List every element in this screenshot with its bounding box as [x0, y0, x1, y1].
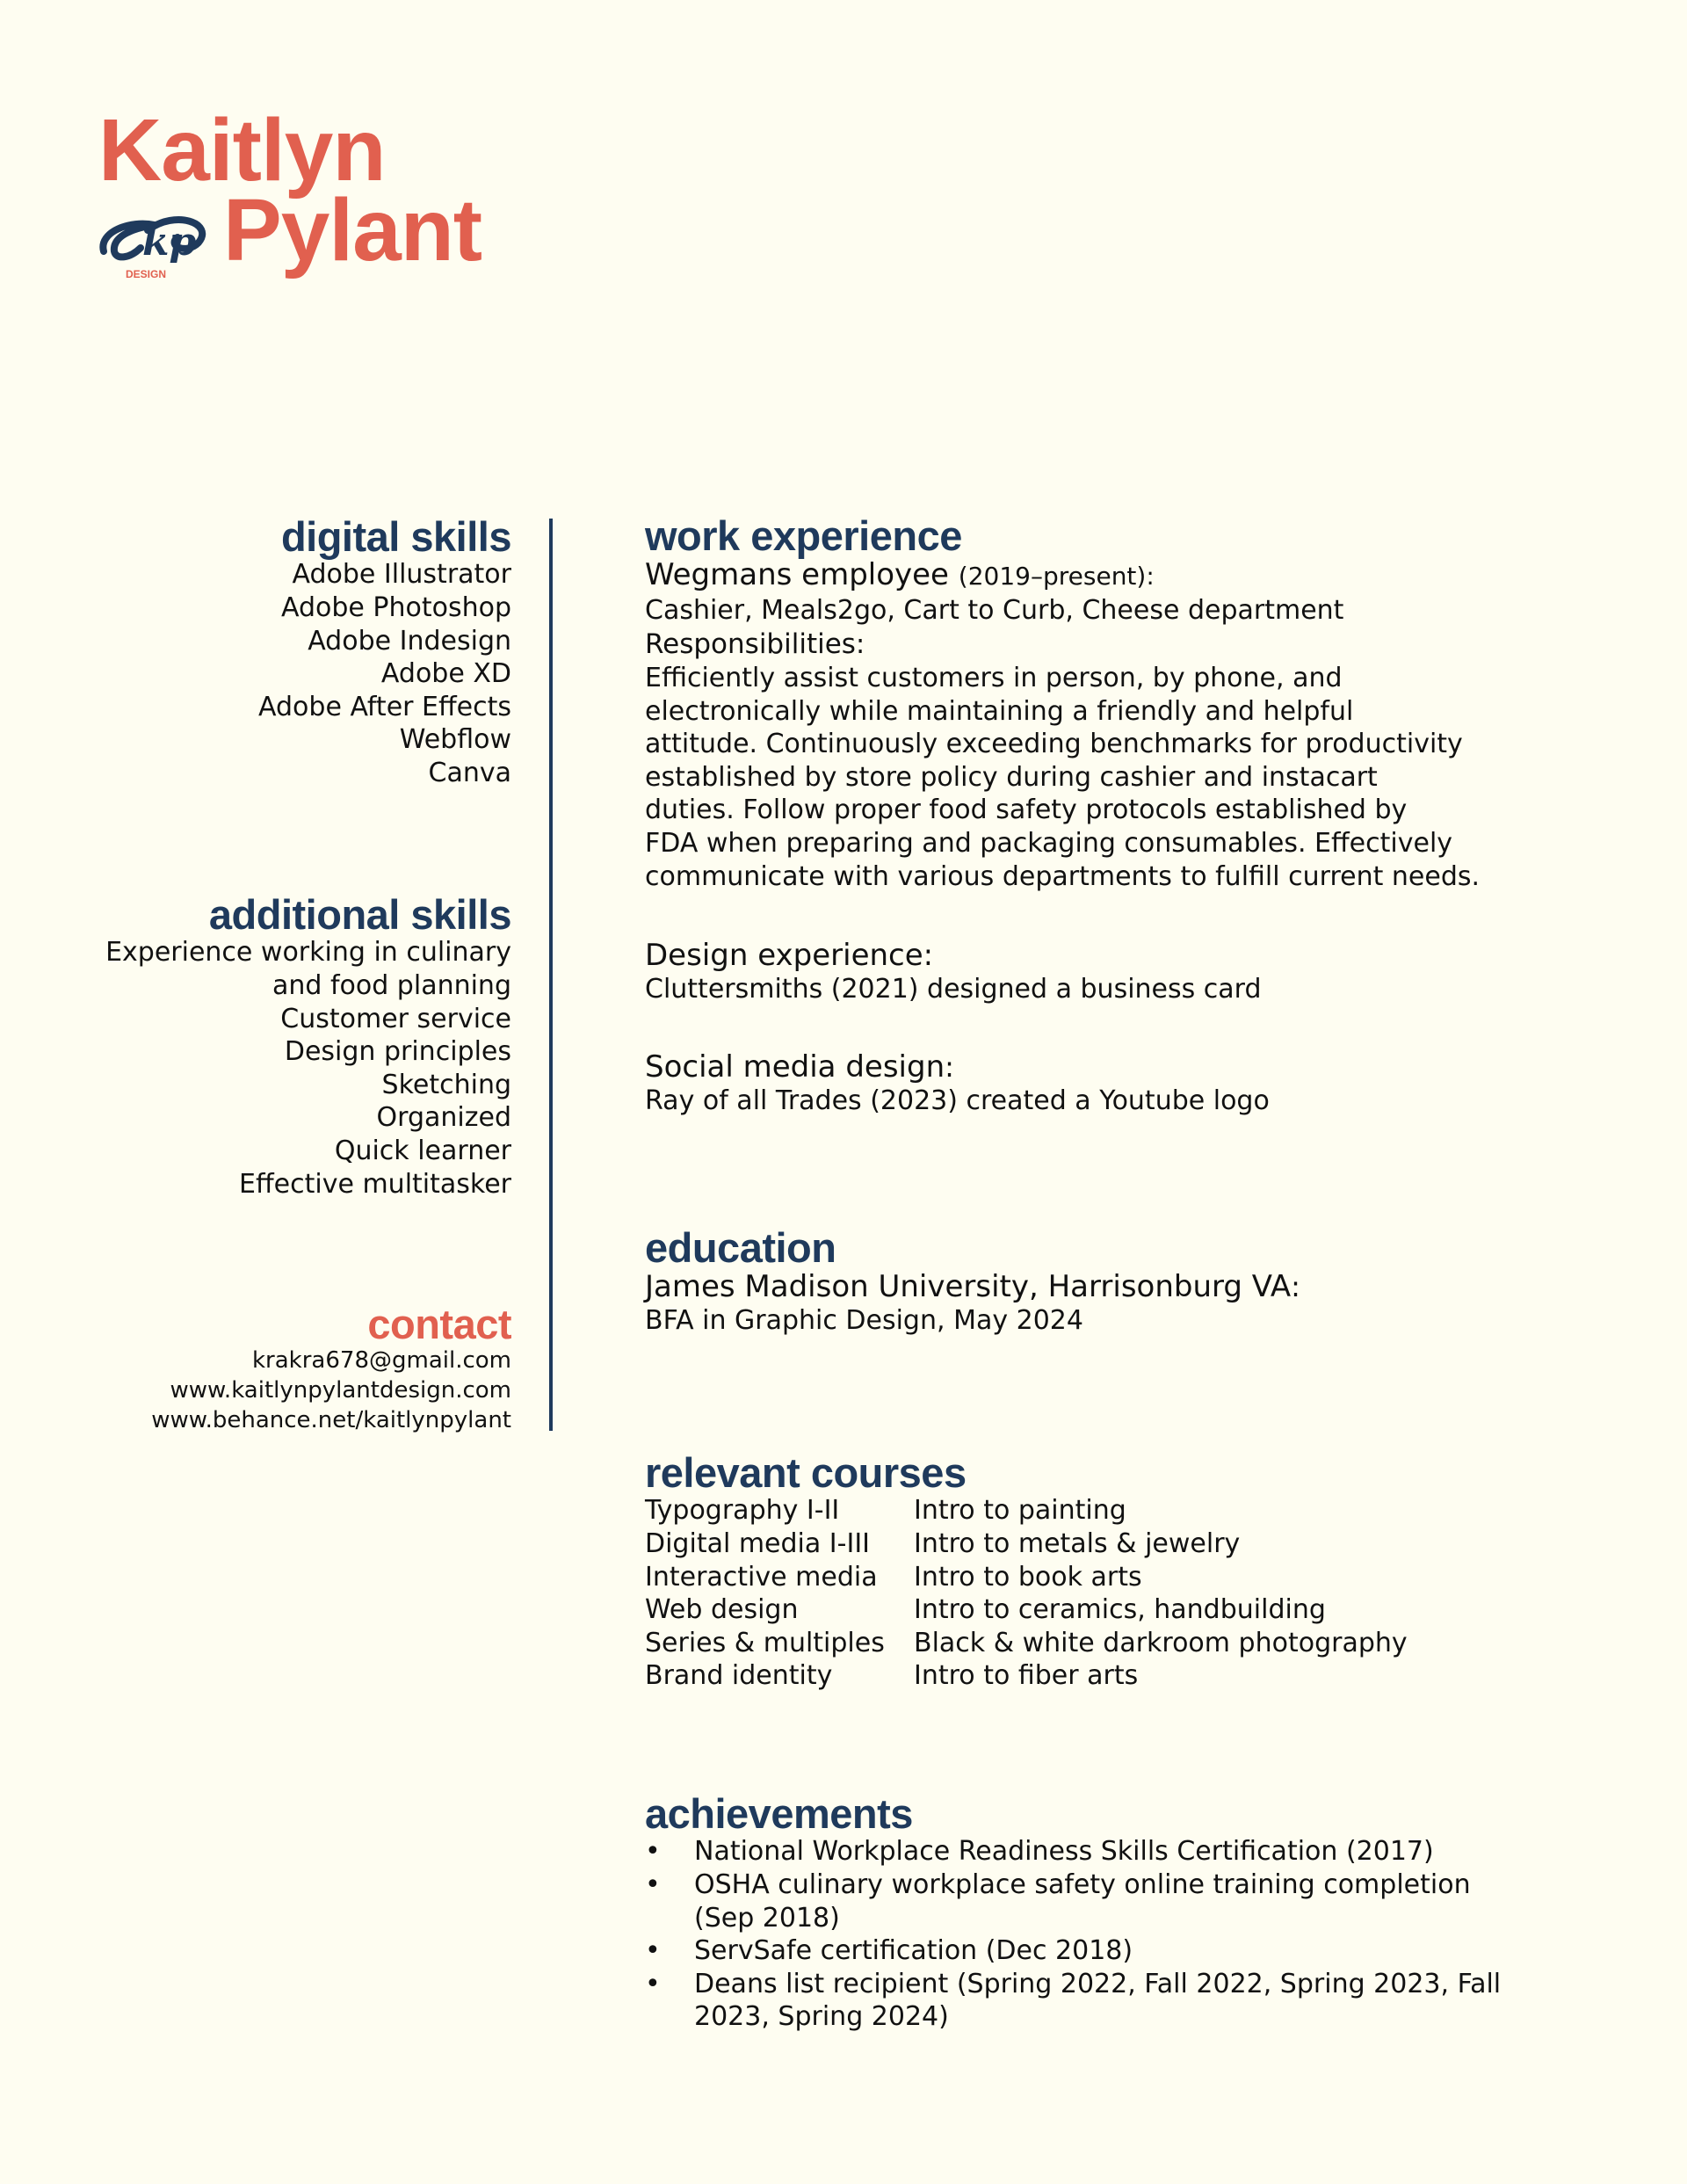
school-colon: :: [1291, 1270, 1300, 1304]
achievement-text: Deans list recipient (Spring 2022, Fall 2022, Spring 2023, Fall: [694, 1968, 1502, 1999]
relevant-courses-heading: relevant courses: [645, 1449, 967, 1496]
job-title: Wegmans employee: [645, 557, 949, 593]
course-item: Series & multiples: [645, 1627, 885, 1658]
responsibilities-line: electronically while maintaining a friendly and helpful: [645, 695, 1354, 727]
work-experience-section: [645, 514, 1541, 1117]
course-item: Intro to painting: [914, 1495, 1126, 1527]
additional-skill-item: Customer service: [280, 1003, 511, 1034]
responsibilities-line: FDA when preparing and packaging consumables. Effectively: [645, 827, 1453, 859]
achievement-text: OSHA culinary workplace safety online training completion: [694, 1868, 1471, 1900]
design-experience-text: Cluttersmiths (2021) designed a business card: [645, 974, 1262, 1005]
education-section: [645, 1226, 1541, 1338]
bullet-icon: •: [645, 1868, 661, 1900]
responsibilities-text: [645, 662, 1541, 893]
digital-skill-item: Webflow: [399, 724, 511, 756]
course-item: Brand identity: [645, 1660, 833, 1692]
course-item: Web design: [645, 1594, 799, 1626]
digital-skill-item: Adobe After Effects: [258, 691, 511, 722]
job-roles: Cashier, Meals2go, Cart to Curb, Cheese department: [645, 595, 1344, 627]
school-name: James Madison University, Harrisonburg VA: [645, 1269, 1292, 1305]
digital-skill-item: Adobe Illustrator: [292, 559, 511, 591]
course-item: Intro to fiber arts: [914, 1660, 1139, 1692]
achievement-item: [645, 1868, 1541, 1934]
education-heading: education: [645, 1224, 836, 1271]
relevant-courses-section: [645, 1451, 1541, 1696]
course-item: Digital media I-III: [645, 1527, 871, 1559]
additional-skill-item: Effective multitasker: [239, 1168, 511, 1200]
school-line: [645, 1269, 1541, 1304]
course-item: Intro to metals & jewelry: [914, 1527, 1241, 1559]
design-experience-label: Design experience:: [645, 938, 934, 974]
responsibilities-line: duties. Follow proper food safety protocols established by: [645, 795, 1408, 826]
course-item: Black & white darkroom photography: [914, 1627, 1408, 1658]
job-title-line: [645, 557, 1541, 594]
additional-skill-item: Design principles: [284, 1036, 511, 1068]
bullet-icon: •: [645, 1836, 661, 1868]
social-media-colon: :: [945, 1049, 954, 1084]
degree: BFA in Graphic Design, May 2024: [645, 1305, 1083, 1337]
responsibilities-line: attitude. Continuously exceeding benchmarks for productivity: [645, 729, 1463, 760]
achievement-text: 2023, Spring 2024): [694, 2001, 949, 2033]
contact-item: www.behance.net/kaitlynpylant: [151, 1407, 511, 1434]
name-last: Pylant: [223, 181, 482, 279]
social-media-text: Ray of all Trades (2023) created a Youtube logo: [645, 1085, 1270, 1116]
digital-skill-item: Canva: [428, 757, 511, 788]
course-item: Typography I-II: [645, 1495, 840, 1527]
bullet-icon: •: [645, 1968, 661, 1999]
courses-column-1: [645, 1494, 885, 1693]
digital-skill-item: Adobe Indesign: [308, 625, 511, 657]
digital-skills-section: [88, 515, 511, 790]
course-item: Interactive media: [645, 1561, 878, 1593]
column-divider: [549, 519, 553, 1431]
responsibilities-line: communicate with various departments to fulfill current needs.: [645, 860, 1481, 892]
course-item: Intro to book arts: [914, 1561, 1142, 1593]
contact-item: www.kaitlynpylantdesign.com: [170, 1377, 511, 1404]
responsibilities-line: established by store policy during cashier and instacart: [645, 761, 1378, 793]
contact-item: krakra678@gmail.com: [252, 1347, 511, 1375]
achievements-section: [645, 1792, 1541, 2034]
digital-skills-list: [88, 558, 511, 789]
courses-grid: [645, 1494, 1541, 1696]
courses-column-2: [914, 1494, 1408, 1693]
digital-skill-item: Adobe Photoshop: [280, 591, 511, 623]
contact-heading: contact: [367, 1301, 511, 1347]
additional-skill-item: and food planning: [272, 969, 511, 1001]
additional-skills-heading: additional skills: [208, 891, 511, 938]
logo-monogram: kp: [142, 220, 197, 265]
contact-section: [88, 1302, 511, 1435]
digital-skills-heading: digital skills: [280, 513, 511, 560]
social-media-label: Social media design: [645, 1048, 945, 1085]
name-first: Kaitlyn: [98, 101, 386, 200]
social-media-line: [645, 1049, 1541, 1085]
achievement-item: [645, 1968, 1541, 2034]
responsibilities-label: Responsibilities:: [645, 628, 865, 660]
achievements-heading: achievements: [645, 1790, 913, 1837]
achievements-list: [645, 1835, 1541, 2034]
contact-list: [88, 1346, 511, 1435]
course-item: Intro to ceramics, handbuilding: [914, 1594, 1326, 1626]
job-dates: (2019–present):: [958, 562, 1155, 591]
achievement-item: [645, 1934, 1541, 1968]
additional-skill-item: Quick learner: [334, 1135, 511, 1166]
achievement-item: [645, 1835, 1541, 1868]
digital-skill-item: Adobe XD: [380, 658, 511, 690]
achievement-text: ServSafe certification (Dec 2018): [694, 1935, 1133, 1967]
additional-skill-item: Sketching: [381, 1069, 511, 1100]
logo-tagline: DESIGN: [126, 268, 167, 280]
achievement-text: (Sep 2018): [694, 1902, 840, 1934]
additional-skill-item: Experience working in culinary: [105, 937, 511, 969]
achievement-text: National Workplace Readiness Skills Certification (2017): [694, 1836, 1434, 1868]
work-experience-heading: work experience: [645, 512, 962, 559]
additional-skill-item: Organized: [376, 1102, 511, 1134]
responsibilities-line: Efficiently assist customers in person, by phone, and: [645, 662, 1343, 693]
additional-skills-section: [88, 893, 511, 1201]
bullet-icon: •: [645, 1935, 661, 1967]
kp-design-logo: [95, 197, 218, 285]
additional-skills-list: [88, 936, 511, 1201]
